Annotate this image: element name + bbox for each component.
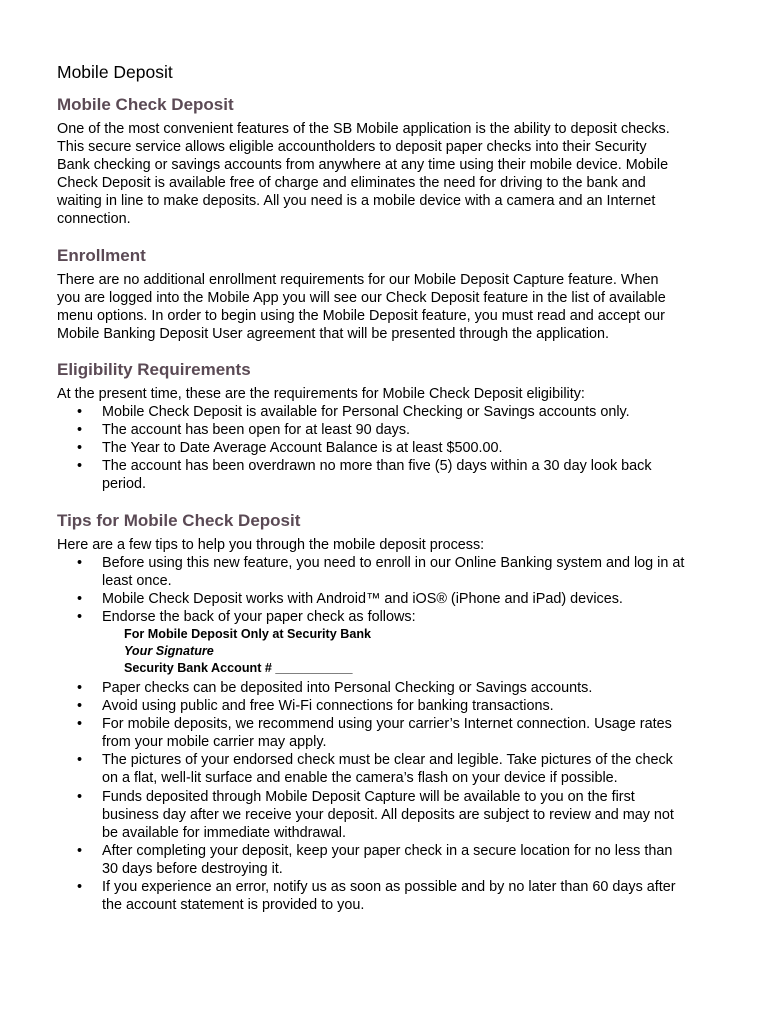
list-item-text: Funds deposited through Mobile Deposit Capture will be available to you on the first <box>102 788 635 805</box>
bullet-icon: • <box>77 590 83 607</box>
bullet-icon: • <box>77 554 83 571</box>
bullet-icon: • <box>77 879 83 895</box>
overview-line: Check Deposit is available free of charge and eliminates the need for driving to the bank and <box>57 175 646 192</box>
endorsement-line-signature: Your Signature <box>124 643 214 658</box>
list-item-text: be available for immediate withdrawal. <box>102 824 346 841</box>
overview-line: This secure service allows eligible accountholders to deposit paper checks into their Security <box>57 139 647 156</box>
list-item-text: The Year to Date Average Account Balance is at least $500.00. <box>102 440 503 457</box>
section-mobile-check-deposit <box>57 94 722 229</box>
bullet-icon: • <box>77 842 83 859</box>
eligibility-intro: At the present time, these are the requirements for Mobile Check Deposit eligibility: <box>57 385 585 402</box>
list-item-text: least once. <box>102 572 172 589</box>
list-item <box>57 457 722 493</box>
document-title: Mobile Deposit <box>57 62 173 82</box>
bullet-icon: • <box>77 788 83 805</box>
section-heading-tips: Tips for Mobile Check Deposit <box>57 510 301 530</box>
list-item <box>57 554 722 590</box>
list-item-text: the account statement is provided to you. <box>102 897 365 914</box>
endorsement-line-deposit-only: For Mobile Deposit Only at Security Bank <box>124 626 372 641</box>
list-item <box>57 697 722 715</box>
list-item <box>57 679 722 697</box>
list-item-text: Before using this new feature, you need to enroll in our Online Banking system and log in at <box>102 554 685 571</box>
list-item-text: Paper checks can be deposited into Personal Checking or Savings accounts. <box>102 679 593 696</box>
list-item-text: Avoid using public and free Wi-Fi connections for banking transactions. <box>102 698 554 715</box>
overview-paragraph <box>57 120 722 229</box>
bullet-icon: • <box>77 458 83 475</box>
bullet-icon: • <box>77 752 83 769</box>
list-item-text: After completing your deposit, keep your paper check in a secure location for no less than <box>102 842 673 859</box>
list-item-text: The account has been open for at least 90 days. <box>102 422 411 439</box>
section-heading-mobile-check-deposit: Mobile Check Deposit <box>57 95 234 114</box>
endorsement-block <box>57 626 722 677</box>
list-item <box>57 878 722 914</box>
list-item-text: The account has been overdrawn no more than five (5) days within a 30 day look back <box>102 458 652 475</box>
list-item-text: Mobile Check Deposit is available for Personal Checking or Savings accounts only. <box>102 404 630 421</box>
bullet-icon: • <box>77 679 83 696</box>
overview-line: Bank checking or savings accounts from anywhere at any time using their mobile device. Mobile <box>57 157 669 174</box>
list-item-text: Mobile Check Deposit works with Android™ and iOS® (iPhone and iPad) devices. <box>102 590 623 607</box>
bullet-icon: • <box>77 716 83 733</box>
section-heading-enrollment: Enrollment <box>57 245 146 265</box>
enrollment-line: you are logged into the Mobile App you will see our Check Deposit feature in the list of available <box>57 289 666 306</box>
overview-line: connection. <box>57 211 131 228</box>
bullet-icon: • <box>77 698 83 715</box>
tips-list <box>57 554 722 626</box>
list-item <box>57 403 722 421</box>
enrollment-line: menu options. In order to begin using the Mobile Deposit feature, you must read and accept our <box>57 307 665 324</box>
list-item-text: Endorse the back of your paper check as follows: <box>102 608 416 625</box>
list-item-text: period. <box>102 476 147 493</box>
list-item <box>57 788 722 842</box>
list-item <box>57 608 722 626</box>
list-item-text: The pictures of your endorsed check must be clear and legible. Take pictures of the check <box>102 752 673 769</box>
tips-list-continued <box>57 679 722 914</box>
list-item-text: business day after we receive your deposit. All deposits are subject to review and may not <box>102 806 674 823</box>
section-heading-eligibility: Eligibility Requirements <box>57 359 251 379</box>
bullet-icon: • <box>77 440 83 457</box>
list-item <box>57 842 722 878</box>
list-item <box>57 590 722 608</box>
list-item <box>57 715 722 751</box>
list-item-text: If you experience an error, notify us as soon as possible and by no later than 60 days after <box>102 879 676 895</box>
list-item-text: from your mobile carrier may apply. <box>102 734 327 751</box>
enrollment-paragraph <box>57 271 722 343</box>
list-item <box>57 751 722 787</box>
bullet-icon: • <box>77 422 83 439</box>
enrollment-line: There are no additional enrollment requirements for our Mobile Deposit Capture feature. When <box>57 271 659 288</box>
section-tips <box>57 510 722 915</box>
endorsement-line-account: Security Bank Account # ___________ <box>124 660 353 675</box>
tips-intro: Here are a few tips to help you through the mobile deposit process: <box>57 536 485 553</box>
list-item-text: on a flat, well-lit surface and enable the camera’s flash on your device if possible. <box>102 770 618 787</box>
overview-line: waiting in line to make deposits. All you need is a mobile device with a camera and an Internet <box>57 193 656 210</box>
bullet-icon: • <box>77 404 83 421</box>
overview-line: One of the most convenient features of the SB Mobile application is the ability to deposit checks. <box>57 121 670 137</box>
list-item-text: 30 days before destroying it. <box>102 860 283 877</box>
enrollment-line: Mobile Banking Deposit User agreement that will be presented through the application. <box>57 325 609 342</box>
eligibility-list <box>57 403 722 493</box>
list-item <box>57 439 722 457</box>
list-item <box>57 421 722 439</box>
section-enrollment <box>57 245 722 343</box>
bullet-icon: • <box>77 608 83 625</box>
document-page <box>57 60 722 930</box>
list-item-text: For mobile deposits, we recommend using your carrier’s Internet connection. Usage rates <box>102 716 672 733</box>
section-eligibility <box>57 359 722 494</box>
